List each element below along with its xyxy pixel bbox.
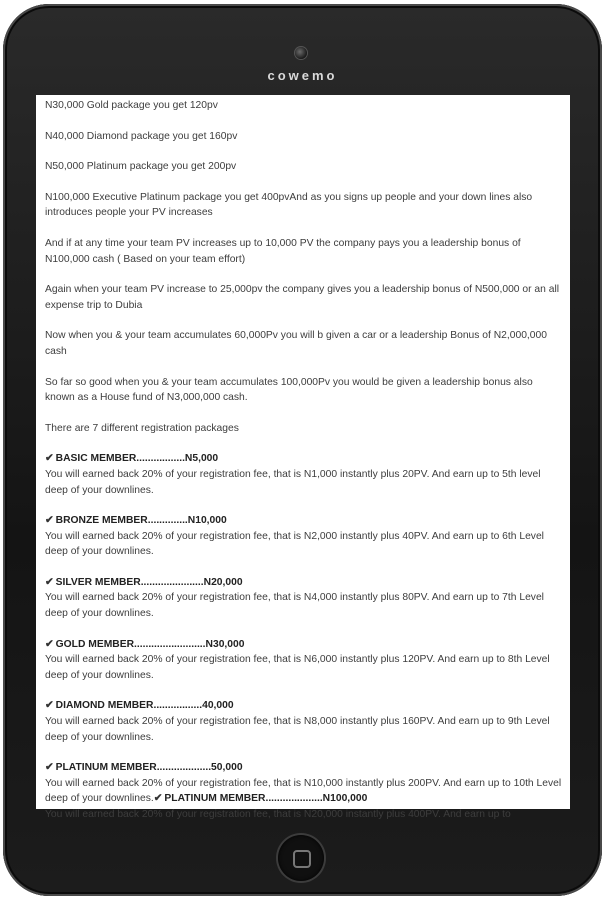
paragraph: N50,000 Platinum package you get 200pv bbox=[45, 161, 237, 173]
package-title: PLATINUM MEMBER...................50,000 bbox=[55, 762, 243, 774]
paragraph: N100,000 Executive Platinum package you get 400pvAnd as you signs up people and your down lines also introduces people your PV increases bbox=[45, 191, 533, 219]
package-title: GOLD MEMBER.........................N30,000 bbox=[55, 638, 245, 650]
package-title: PLATINUM MEMBER....................N100,000 bbox=[164, 793, 368, 805]
checkmark-icon: ✔ bbox=[153, 793, 163, 805]
paragraph: And if at any time your team PV increases up to 10,000 PV the company pays you a leadership bonus of N100,000 cash ( Based on your team effort) bbox=[45, 237, 521, 265]
paragraph: N30,000 Gold package you get 120pv bbox=[45, 100, 218, 111]
checkmark-icon: ✔ bbox=[45, 700, 54, 712]
package-title: SILVER MEMBER......................N20,000 bbox=[55, 576, 243, 588]
home-square-icon bbox=[293, 850, 311, 868]
package-platinum bbox=[45, 760, 562, 822]
paragraph: Now when you & your team accumulates 60,000Pv you will b given a car or a leadership Bonus of N2,000,000 cash bbox=[45, 330, 547, 357]
home-button[interactable] bbox=[278, 835, 324, 881]
package-bronze bbox=[45, 513, 562, 560]
screen[interactable] bbox=[36, 95, 570, 820]
paragraph: There are 7 different registration packages bbox=[45, 422, 239, 434]
package-description: You will earned back 20% of your registration fee, that is N1,000 instantly plus 20PV. And earn up to 5th level deep of your downlines. bbox=[45, 468, 541, 496]
package-gold bbox=[45, 637, 562, 684]
package-description: You will earned back 20% of your registration fee, that is N4,000 instantly plus 80PV. And earn up to 7th Level deep of your downlines. bbox=[45, 592, 544, 620]
package-description: You will earned back 20% of your registration fee, that is N10,000 instantly plus 200PV. And earn up to 10th Level deep of your downlines. bbox=[45, 777, 562, 805]
checkmark-icon: ✔ bbox=[45, 762, 54, 774]
package-description: You will earned back 20% of your registration fee, that is N8,000 instantly plus 160PV. And earn up to 9th Level deep of your downlines. bbox=[45, 716, 550, 743]
package-description: You will earned back 20% of your registration fee, that is N2,000 instantly plus 40PV. And earn up to 6th Level deep of your downlines. bbox=[45, 530, 544, 558]
checkmark-icon: ✔ bbox=[45, 576, 54, 588]
checkmark-icon: ✔ bbox=[45, 515, 54, 527]
device-brand-logo: cowemo bbox=[267, 68, 338, 83]
article-content bbox=[36, 95, 570, 823]
checkmark-icon: ✔ bbox=[45, 453, 54, 465]
package-title: BASIC MEMBER.................N5,000 bbox=[55, 453, 219, 465]
camera-icon bbox=[295, 47, 307, 59]
paragraph: Again when your team PV increase to 25,000pv the company gives you a leadership bonus of N500,000 or an all expense trip to Dubia bbox=[45, 284, 560, 311]
package-description: You will earned back 20% of your registration fee, that is N20,000 instantly plus 400PV. And earn up to bbox=[45, 809, 511, 820]
package-title: BRONZE MEMBER..............N10,000 bbox=[55, 515, 227, 527]
package-basic bbox=[45, 451, 562, 498]
checkmark-icon: ✔ bbox=[45, 638, 54, 650]
package-title: DIAMOND MEMBER.................40,000 bbox=[55, 700, 234, 712]
package-silver bbox=[45, 575, 562, 622]
package-diamond bbox=[45, 698, 562, 745]
package-description: You will earned back 20% of your registration fee, that is N6,000 instantly plus 120PV. And earn up to 8th Level deep of your downlines. bbox=[45, 654, 550, 681]
paragraph: So far so good when you & your team accumulates 100,000Pv you would be given a leadership bonus also known as a House fund of N3,000,000 cash. bbox=[45, 376, 533, 404]
paragraph: N40,000 Diamond package you get 160pv bbox=[45, 130, 238, 142]
